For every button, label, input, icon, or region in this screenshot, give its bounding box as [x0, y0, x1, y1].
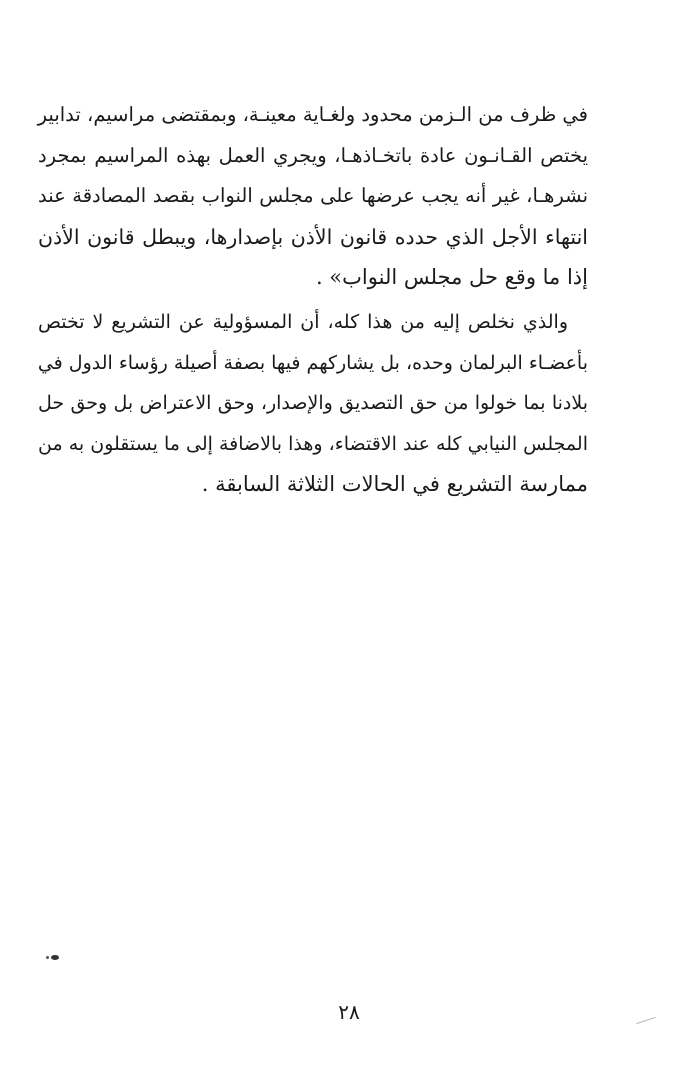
- paragraph-line: نشرهـا، غير أنه يجب عرضها على مجلس النواب بقصد المصادقة عند: [38, 184, 588, 207]
- page-number: ٢٨: [338, 1000, 360, 1024]
- paragraph-line: ممارسة التشريع في الحالات الثلاثة السابقة .: [201, 472, 588, 496]
- paragraph-1: [38, 95, 588, 298]
- paragraph-line: إذا ما وقع حل مجلس النواب» .: [315, 265, 588, 289]
- paragraph-line: بأعضـاء البرلمان وحده، بل يشاركهم فيها بصفة أصيلة رؤساء الدول في: [37, 351, 588, 374]
- paragraph-line: يختص القـانـون عادة باتخـاذهـا، ويجري العمل بهذه المراسيم بمجرد: [38, 143, 588, 167]
- paragraph-line: بلادنا بما خولوا من حق التصديق والإصدار، وحق الاعتراض بل وحق حل: [38, 392, 588, 414]
- paragraph-line: في ظرف من الـزمن محدود ولغـاية معينـة، وبمقتضى مراسيم، تدابير: [37, 103, 588, 126]
- paragraph-line: والذي نخلص إليه من هذا كله، أن المسؤولية عن التشريع لا تختص: [38, 311, 568, 333]
- paragraph-line: المجلس النيابي كله عند الاقتضاء، وهذا بالاضافة إلى ما يستقلون به من: [38, 432, 588, 455]
- ink-speck: [51, 955, 59, 960]
- paragraph-2: [38, 302, 588, 505]
- paragraph-line: انتهاء الأجل الذي حدده قانون الأذن بإصدارها، ويبطل قانون الأذن: [38, 224, 588, 249]
